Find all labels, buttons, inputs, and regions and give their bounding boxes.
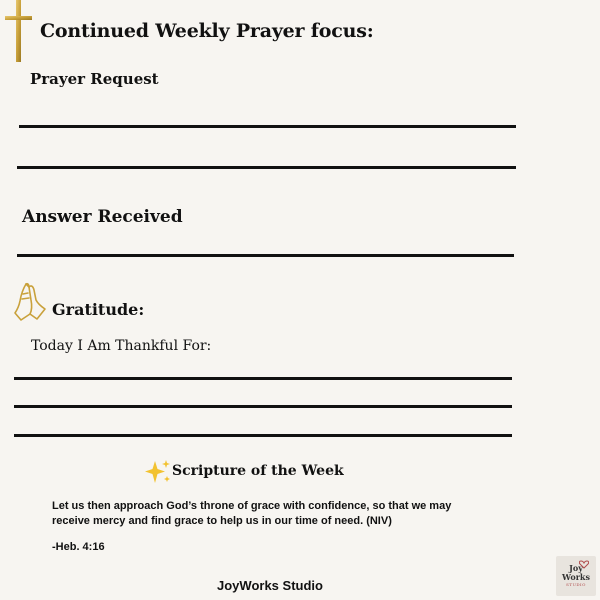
logo-text-studio: STUDIO [566,582,586,587]
answer-received-label: Answer Received [22,207,183,227]
thankful-line-1[interactable] [14,377,512,380]
prayer-request-label: Prayer Request [30,70,159,88]
praying-hands-icon [12,281,48,323]
thankful-line-2[interactable] [14,405,512,408]
sparkle-icon [144,459,172,485]
prayer-request-line-1[interactable] [19,125,516,128]
brand-logo [556,556,596,596]
gratitude-heading: Gratitude: [52,300,145,319]
logo-text-works: Works [562,572,590,582]
scripture-verse: Let us then approach God’s throne of grace with confidence, so that we may receive mercy and find grace to help us in our time of need. (NIV) [52,500,452,527]
scripture-heading: Scripture of the Week [172,463,344,479]
scripture-reference: -Heb. 4:16 [52,541,105,553]
cross-icon [5,0,33,62]
page-title: Continued Weekly Prayer focus: [40,20,374,42]
logo-text-joy: Joy [569,563,583,573]
prayer-request-line-2[interactable] [17,166,516,169]
heart-icon [579,560,589,569]
answer-received-line[interactable] [17,254,514,257]
footer-brand: JoyWorks Studio [217,578,323,593]
thankful-prompt: Today I Am Thankful For: [31,338,212,354]
thankful-line-3[interactable] [14,434,512,437]
